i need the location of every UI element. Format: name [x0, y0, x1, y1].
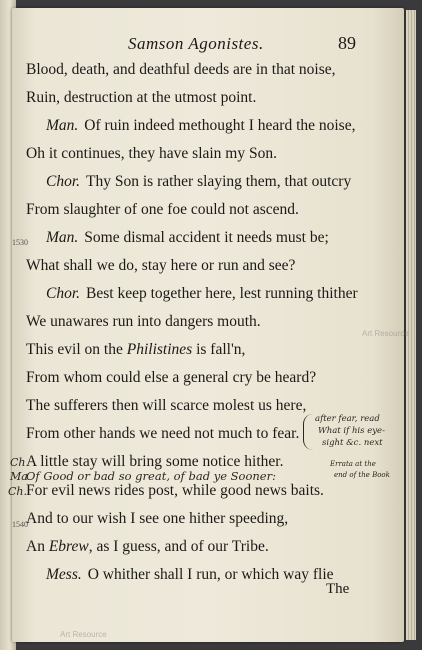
verse-line: From whom could else a general cry be heard? [26, 369, 317, 386]
watermark: Art Resource [362, 329, 409, 338]
handwritten-note: Errata at the [330, 460, 376, 468]
speaker-label: Man. [46, 229, 79, 246]
handwritten-note: sight &c. next [322, 438, 383, 448]
verse-line: Man. Of ruin indeed methought I heard the noise, [46, 117, 356, 134]
verse-line: Blood, death, and deathful deeds are in that noise, [26, 61, 336, 78]
speaker-label: Mess. [46, 566, 82, 583]
handwritten-note: What if his eye- [318, 426, 385, 436]
verse-line: Chor. Thy Son is rather slaying them, that outcry [46, 173, 352, 190]
verse-line: What shall we do, stay here or run and see? [26, 257, 296, 274]
handwritten-inserted-line: Of Good or bad so great, of bad ye Sooner: [26, 469, 276, 483]
handwritten-speaker-mark: Ch [10, 456, 26, 469]
line-number: 1540 [12, 520, 28, 529]
verse-line: Ruin, destruction at the utmost point. [26, 89, 257, 106]
speaker-label: Man. [46, 117, 79, 134]
verse-line: We unawares run into dangers mouth. [26, 313, 261, 330]
handwritten-note: after fear, read [315, 414, 380, 424]
verse-line: And to our wish I see one hither speeding, [26, 510, 289, 527]
handwritten-speaker-mark: Ch. [8, 485, 27, 498]
handwritten-speaker-mark: Ma [10, 470, 28, 483]
verse-line: For evil news rides post, while good news baits. [26, 482, 324, 499]
speaker-label: Chor. [46, 173, 81, 190]
watermark: Art Resource [60, 630, 107, 639]
verse-line: Oh it continues, they have slain my Son. [26, 145, 277, 162]
verse-line: Mess. O whither shall I run, or which way flie [46, 566, 334, 583]
verse-line: Man. Some dismal accident it needs must be; [46, 229, 329, 246]
catchword: The [326, 581, 350, 597]
italic-name: Ebrew [48, 538, 89, 555]
italic-name: Philistines [126, 341, 193, 358]
verse-line: Chor. Best keep together here, lest running thither [46, 285, 358, 302]
page-number: 89 [338, 33, 356, 53]
verse-line: An Ebrew, as I guess, and of our Tribe. [26, 538, 269, 555]
verse-line: From slaughter of one foe could not ascend. [26, 201, 299, 218]
verse-line: This evil on the Philistines is fall'n, [26, 341, 246, 358]
speaker-label: Chor. [46, 285, 81, 302]
verse-line: From other hands we need not much to fear. [26, 425, 300, 442]
line-number: 1530 [12, 238, 28, 247]
handwritten-note: end of the Book [334, 471, 390, 479]
verse-line: The sufferers then will scarce molest us here, [26, 397, 307, 414]
page-edges [406, 10, 416, 640]
verse-line: A little stay will bring some notice hither. [26, 453, 284, 470]
running-head-title: Samson Agonistes. [128, 34, 264, 53]
